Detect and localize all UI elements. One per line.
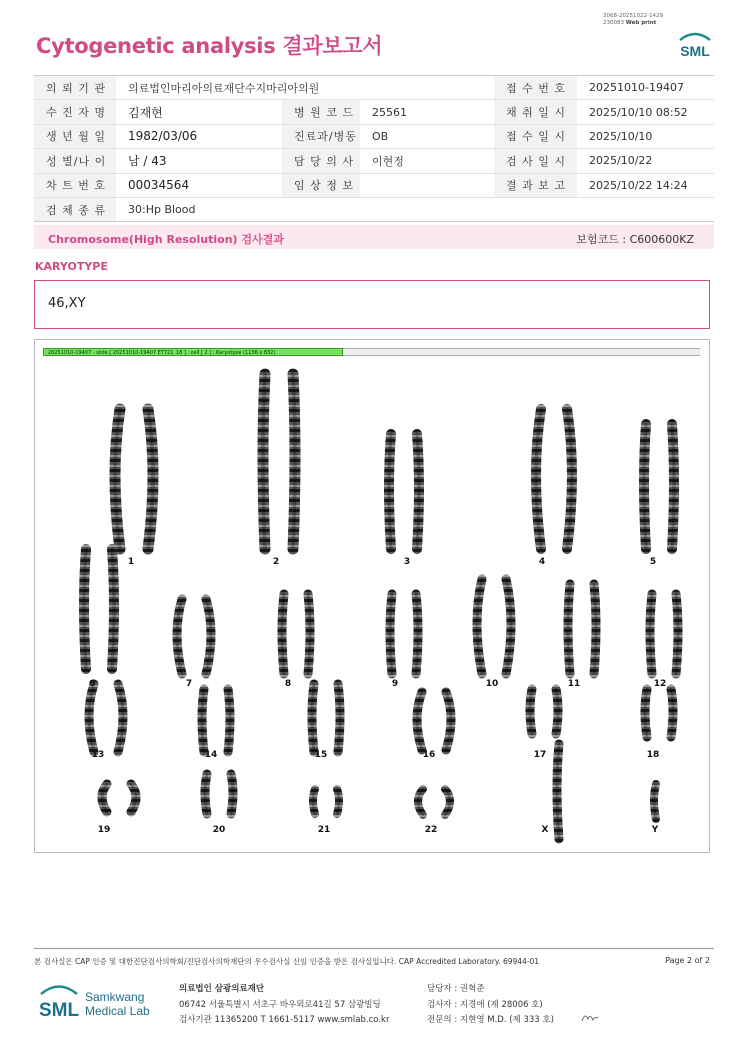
value-patient-name: 김재현 bbox=[116, 100, 282, 124]
print-label: Web print bbox=[625, 20, 657, 26]
chromosome-shade bbox=[293, 374, 295, 549]
footer-note: 본 검사실은 CAP 인증 및 대한진단검사의학회/진단검사의학재단의 우수검사실 신임 인증을 받은 검사실입니다. CAP Accredited Laboratory. 69944-01 bbox=[34, 957, 540, 966]
label-report-date: 결 과 보 고 bbox=[494, 173, 577, 197]
chromosome-label-3: 3 bbox=[403, 557, 411, 567]
label-requester: 의 뢰 기 관 bbox=[34, 76, 116, 100]
section-title: Chromosome(High Resolution) 검사결과 bbox=[48, 233, 284, 246]
label-hospital-code: 병 원 코 드 bbox=[282, 100, 360, 124]
label-department: 진료과/병동 bbox=[282, 124, 360, 148]
print-code-1: 3068-20251022-1429 bbox=[603, 13, 663, 19]
org-address: 06742 서울특별시 서초구 바우뫼로41길 57 삼광빌딩 bbox=[179, 999, 381, 1010]
report-title: Cytogenetic analysis 결과보고서 bbox=[36, 34, 383, 58]
chromosome-label-10: 10 bbox=[485, 679, 499, 689]
value-specimen: 30:Hp Blood bbox=[116, 197, 714, 221]
info-row bbox=[34, 197, 714, 221]
label-doctor: 담 당 의 사 bbox=[282, 149, 360, 173]
chromosome-label-16: 16 bbox=[422, 750, 436, 760]
staff-specialist: 전문의 : 지현영 M.D. (제 333 호) bbox=[427, 1015, 554, 1025]
karyotype-result: 46,XY bbox=[48, 296, 86, 311]
sml-logo bbox=[676, 30, 714, 66]
chromosome-drawing bbox=[34, 339, 708, 851]
karyotype-label: KARYOTYPE bbox=[35, 260, 108, 273]
label-test-date: 검 사 일 시 bbox=[494, 149, 577, 173]
chromosome-label-12: 12 bbox=[653, 679, 667, 689]
chromosome-label-21: 21 bbox=[317, 825, 331, 835]
chromosome-label-1: 1 bbox=[127, 557, 135, 567]
staff-info bbox=[427, 982, 554, 1029]
chromosome-label-8: 8 bbox=[284, 679, 292, 689]
chromosome-label-19: 19 bbox=[97, 825, 111, 835]
org-info bbox=[179, 982, 389, 1029]
logo-name-2: Medical Lab bbox=[85, 1004, 150, 1018]
bottom-logo-text: SML bbox=[38, 1000, 80, 1021]
value-birthdate: 1982/03/06 bbox=[116, 124, 282, 148]
label-received-date: 접 수 일 시 bbox=[494, 124, 577, 148]
info-row bbox=[34, 76, 714, 100]
chromosome-shade bbox=[263, 374, 265, 549]
value-chart-number: 00034564 bbox=[116, 173, 282, 197]
chromosome-label-4: 4 bbox=[538, 557, 546, 567]
chromosome-label-7: 7 bbox=[185, 679, 193, 689]
label-clinical-info: 임 상 정 보 bbox=[282, 173, 360, 197]
value-received-date: 2025/10/10 bbox=[577, 124, 714, 148]
value-department: OB bbox=[360, 124, 494, 148]
info-row bbox=[34, 149, 714, 173]
logo-name-1: Samkwang bbox=[85, 990, 145, 1004]
chromosome-label-X: X bbox=[541, 825, 549, 835]
value-doctor: 이현정 bbox=[360, 149, 494, 173]
info-row bbox=[34, 100, 714, 124]
info-row bbox=[34, 173, 714, 197]
chromosome-label-5: 5 bbox=[649, 557, 657, 567]
label-patient-name: 수 진 자 명 bbox=[34, 100, 116, 124]
value-requester: 의료법인마리아의료재단수지마리아의원 bbox=[116, 76, 494, 100]
chromosome-label-17: 17 bbox=[533, 750, 547, 760]
image-caption: 20251010-19407 - slide [ 20251010-19407 ET721_18 ] : cell [ 2 ] : Karyotype (1136 x 832) bbox=[43, 348, 343, 356]
value-hospital-code: 25561 bbox=[360, 100, 494, 124]
insurance-code: 보험코드 : C600600KZ bbox=[576, 233, 694, 246]
page-number: Page 2 of 2 bbox=[665, 956, 710, 965]
staff-manager: 담당자 : 권혁준 bbox=[427, 984, 485, 994]
chromosome-label-2: 2 bbox=[272, 557, 280, 567]
value-sex-age: 남 / 43 bbox=[116, 149, 282, 173]
print-code-2: 230083 bbox=[603, 20, 624, 26]
label-chart-number: 차 트 번 호 bbox=[34, 173, 116, 197]
samkwang-logo bbox=[37, 980, 157, 1030]
chromosome-label-11: 11 bbox=[567, 679, 581, 689]
value-accession: 20251010-19407 bbox=[577, 76, 714, 100]
org-contact: 검사기관 11365200 T 1661-5117 www.smlab.co.kr bbox=[179, 1015, 390, 1025]
chromosome-label-20: 20 bbox=[212, 825, 226, 835]
value-clinical-info bbox=[360, 173, 494, 197]
print-meta bbox=[603, 13, 663, 27]
footer-divider bbox=[34, 948, 714, 949]
chromosome-label-13: 13 bbox=[91, 750, 105, 760]
chromosome-label-14: 14 bbox=[204, 750, 218, 760]
label-birthdate: 생 년 월 일 bbox=[34, 124, 116, 148]
org-name: 의료법인 삼광의료재단 bbox=[179, 984, 265, 994]
chromosome-label-9: 9 bbox=[391, 679, 399, 689]
chromosome-label-18: 18 bbox=[646, 750, 660, 760]
karyotype-result-box bbox=[34, 280, 710, 329]
chromosome-label-6: 6 bbox=[88, 679, 96, 689]
label-specimen: 검 체 종 류 bbox=[34, 197, 116, 221]
value-test-date: 2025/10/22 bbox=[577, 149, 714, 173]
patient-info-table bbox=[34, 75, 714, 222]
label-accession: 접 수 번 호 bbox=[494, 76, 577, 100]
label-sex-age: 성 별/나 이 bbox=[34, 149, 116, 173]
chromosome-label-Y: Y bbox=[651, 825, 659, 835]
value-report-date: 2025/10/22 14:24 bbox=[577, 173, 714, 197]
info-row bbox=[34, 124, 714, 148]
signature-icon bbox=[580, 1010, 600, 1024]
chromosome-label-15: 15 bbox=[314, 750, 328, 760]
staff-tester: 검사자 : 지경애 (제 28006 호) bbox=[427, 999, 543, 1010]
value-collection-date: 2025/10/10 08:52 bbox=[577, 100, 714, 124]
chromosome-label-22: 22 bbox=[424, 825, 438, 835]
label-collection-date: 채 취 일 시 bbox=[494, 100, 577, 124]
logo-text: SML bbox=[680, 43, 710, 59]
